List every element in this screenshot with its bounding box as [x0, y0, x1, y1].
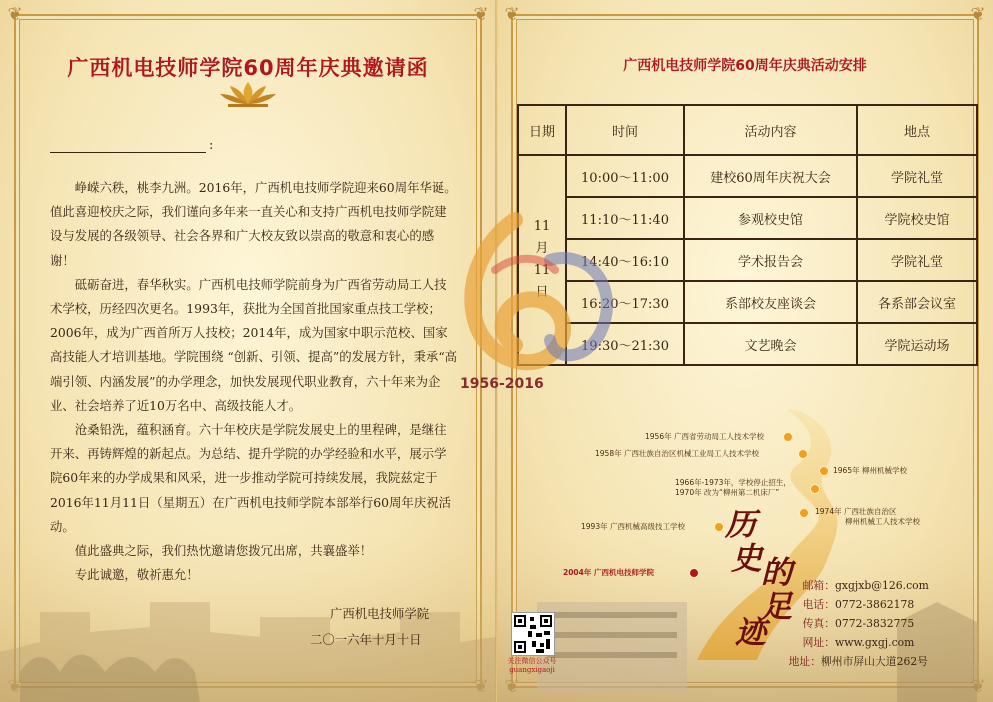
- place-cell: 学院礼堂: [857, 239, 977, 281]
- activity-cell: 系部校友座谈会: [684, 281, 857, 323]
- time-cell: 19:30～21:30: [566, 323, 684, 365]
- timeline-1966: [675, 478, 791, 498]
- header-time: 时间: [566, 105, 684, 155]
- recipient-blank: [50, 152, 206, 153]
- salutation-colon: :: [209, 138, 214, 153]
- corner-ornament-icon: ❦: [473, 4, 489, 25]
- activity-cell: 参观校史馆: [684, 197, 857, 239]
- phone-value: 0772-3862178: [835, 598, 915, 611]
- calligraphy-char: 迹: [735, 615, 766, 651]
- place-cell: 各系部会议室: [857, 281, 977, 323]
- timeline-dot: [714, 522, 724, 532]
- timeline-1966-line2: 1970年 改为“柳州第二机床厂”: [675, 488, 780, 497]
- fax-value: 0772-3832775: [835, 617, 915, 630]
- corner-ornament-icon: ❦: [7, 4, 23, 25]
- signature-date: 二〇一六年十月十日: [310, 632, 422, 647]
- table-row: [518, 155, 977, 197]
- paragraph: 沧桑铅洗，蕴积涵育。六十年校庆是学院发展史上的里程碑，是继往开来、再铸辉煌的新起点。为总结、提升学院的办学经验和水平，展示学院60年来的办学成果和风采，进一步推动学院可持续发展，我院兹定于2016年11月11日（星期五）在广西机电技师学院本部举行60周年庆祝活动。: [50, 422, 451, 534]
- calligraphy-char: 足: [761, 589, 792, 625]
- lotus-icon: [218, 80, 278, 108]
- anniversary-years: 1956-2016: [460, 376, 544, 392]
- invitation-body: [50, 176, 458, 587]
- schedule-title: 广西机电技师学院60周年庆典活动安排: [623, 58, 867, 74]
- place-cell: 学院校史馆: [857, 197, 977, 239]
- address-label: 地址：: [788, 655, 821, 668]
- timeline-dot: [819, 466, 829, 476]
- calligraphy-char: 史: [731, 541, 762, 577]
- timeline-1974: [815, 507, 920, 527]
- place-cell: 学院运动场: [857, 323, 977, 365]
- qr-caption: [503, 657, 561, 675]
- activity-cell: 建校60周年庆祝大会: [684, 155, 857, 197]
- address-value: 柳州市屏山大道262号: [821, 655, 928, 668]
- timeline-1958: 1958年 广西壮族自治区机械工业局工人技术学校: [595, 449, 759, 458]
- timeline-1974-line1: 1974年 广西壮族自治区: [815, 507, 897, 516]
- corner-ornament-icon: ❦: [970, 4, 986, 25]
- date-month-char: 月: [535, 241, 549, 256]
- phone-label: 电话：: [802, 598, 835, 611]
- website-value: www.gxgj.com: [835, 636, 915, 649]
- calligraphy-char: 的: [761, 555, 792, 591]
- timeline-1956: 1956年 广西省劳动局工人技术学校: [645, 432, 764, 441]
- email-value: gxgjxb@126.com: [835, 579, 929, 592]
- invitation-page: [0, 0, 496, 702]
- time-cell: 11:10～11:40: [566, 197, 684, 239]
- activity-cell: 学术报告会: [684, 239, 857, 281]
- header-date: 日期: [518, 105, 566, 155]
- timeline-dot: [799, 508, 809, 518]
- date-day-num: 11: [533, 263, 551, 278]
- date-month-num: 11: [533, 219, 551, 234]
- calligraphy-history-footprints: [725, 508, 762, 576]
- timeline-dot: [689, 568, 699, 578]
- calligraphy-char: 历: [725, 507, 756, 543]
- timeline-dot: [783, 432, 793, 442]
- timeline-1974-line2: 柳州机械工人技术学校: [845, 517, 920, 526]
- corner-ornament-icon: ❦: [504, 4, 520, 25]
- timeline-1993: 1993年 广西机械高级技工学校: [581, 522, 685, 531]
- place-cell: 学院礼堂: [857, 155, 977, 197]
- activity-cell: 文艺晚会: [684, 323, 857, 365]
- paragraph: 砥砺奋进，春华秋实。广西机电技师学院前身为广西省劳动局工人技术学校，历经四次更名。1993年，获批为全国首批国家重点技工学校；2006年，成为广西首所万人技校；2014年，成为国家中职示范校、国家高技能人才培训基地。学院围绕 “创新、引领、提高”的发展方针，秉承“高端引领、内涵发展”的办学理念，加快发展现代职业教育，六十年来为企业、社会培养了近10万名中、高级技能人才。: [50, 276, 458, 413]
- header-activity: 活动内容: [684, 105, 857, 155]
- paragraph: 值此盛典之际，我们热忱邀请您拨冗出席，共襄盛举！: [74, 543, 373, 559]
- time-cell: 16:20～17:30: [566, 281, 684, 323]
- date-day-char: 日: [535, 285, 549, 300]
- header-place: 地点: [857, 105, 977, 155]
- fax-label: 传真：: [802, 617, 835, 630]
- calligraphy-history-footprints-3: [735, 616, 766, 650]
- time-cell: 14:40～16:10: [566, 239, 684, 281]
- paragraph: 峥嵘六秩，桃李九洲。2016年，广西机电技师学院迎来60周年华诞。值此喜迎校庆之际，我们谨向多年来一直关心和支持广西机电技师学院建设与发展的各级领导、社会各界和广大校友致以崇高的敬意和衷心的感谢！: [50, 180, 457, 268]
- qr-caption-line1: 关注微信公众号: [507, 657, 557, 665]
- timeline-2004: 2004年 广西机电技师学院: [563, 568, 654, 577]
- qr-caption-line2: guangxigaoji: [509, 666, 555, 674]
- timeline-dot: [798, 449, 808, 459]
- invitation-title: 广西机电技师学院60周年庆典邀请函: [67, 56, 429, 80]
- signature-school: 广西机电技师学院: [330, 606, 430, 621]
- timeline-1966-line1: 1966年-1973年，学校停止招生，: [675, 478, 791, 487]
- timeline-dot: [810, 484, 820, 494]
- qr-code-icon: [511, 612, 555, 656]
- table-header-row: [518, 105, 977, 155]
- time-cell: 10:00～11:00: [566, 155, 684, 197]
- calligraphy-history-footprints-2: [761, 556, 792, 624]
- anniversary-60-logo: [455, 200, 625, 400]
- email-label: 邮箱：: [802, 579, 835, 592]
- timeline-1965: 1965年 柳州机械学校: [833, 466, 907, 475]
- contact-info: [788, 576, 929, 671]
- paragraph: 专此诚邀，敬祈惠允！: [74, 567, 199, 583]
- salutation-line: [50, 138, 213, 153]
- website-label: 网址：: [802, 636, 835, 649]
